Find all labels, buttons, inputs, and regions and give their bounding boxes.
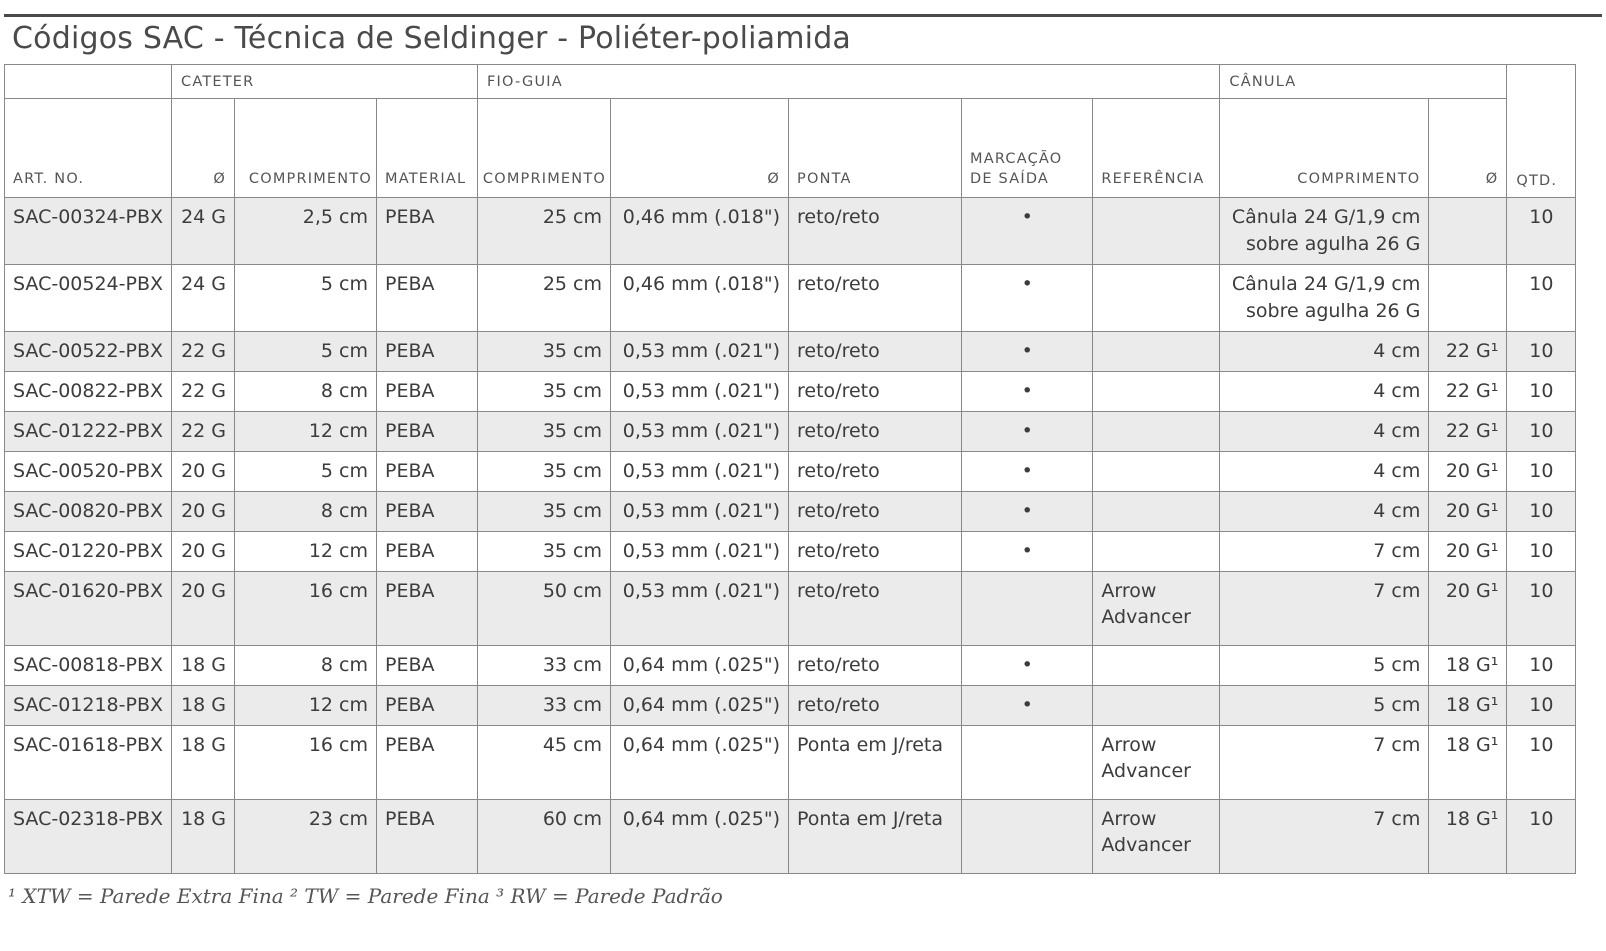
cell-exit-marking: • [962,686,1093,726]
cell-guidewire-tip: Ponta em J/reta [789,800,962,874]
cell-exit-marking: • [962,198,1093,265]
cell-guidewire-tip: reto/reto [789,532,962,572]
cell-guidewire-diameter: 0,64 mm (.025") [611,800,789,874]
cell-exit-marking: • [962,265,1093,332]
cell-cateter-diameter: 20 G [172,572,235,646]
cell-reference [1093,452,1220,492]
cell-guidewire-tip: Ponta em J/reta [789,726,962,800]
cell-cateter-diameter: 18 G [172,726,235,800]
cell-art-no: SAC-00820-PBX [5,492,172,532]
cell-exit-marking: • [962,492,1093,532]
cell-cannula-diameter: 22 G¹ [1429,332,1507,372]
cell-cannula-length: 7 cm [1220,572,1429,646]
cell-guidewire-length: 33 cm [478,686,611,726]
cell-cateter-length: 23 cm [235,800,377,874]
cell-exit-marking: • [962,532,1093,572]
cell-reference [1093,492,1220,532]
group-header-cateter: CATETER [172,65,478,99]
cell-cannula-diameter: 20 G¹ [1429,452,1507,492]
col-header-cateter-length: COMPRIMENTO [235,99,377,198]
column-header-row [5,99,1576,198]
cell-art-no: SAC-00324-PBX [5,198,172,265]
cell-art-no: SAC-02318-PBX [5,800,172,874]
cell-cannula-diameter: 18 G¹ [1429,726,1507,800]
col-header-guidewire-length: COMPRIMENTO [478,99,611,198]
cell-cateter-diameter: 18 G [172,800,235,874]
cell-reference: Arrow Advancer [1093,726,1220,800]
cell-quantity: 10 [1507,412,1576,452]
cell-cateter-diameter: 24 G [172,265,235,332]
cell-guidewire-tip: reto/reto [789,452,962,492]
cell-cannula-diameter: 20 G¹ [1429,492,1507,532]
table-body [5,198,1576,874]
table-row [5,412,1576,452]
cell-cateter-diameter: 22 G [172,372,235,412]
cell-exit-marking: • [962,372,1093,412]
cell-art-no: SAC-00524-PBX [5,265,172,332]
cell-reference [1093,265,1220,332]
cell-cateter-length: 16 cm [235,726,377,800]
cell-reference [1093,332,1220,372]
cell-cannula-length: 4 cm [1220,492,1429,532]
product-codes-table [4,64,1576,874]
cell-reference [1093,686,1220,726]
cell-cannula-diameter [1429,265,1507,332]
cell-exit-marking: • [962,452,1093,492]
cell-guidewire-tip: reto/reto [789,198,962,265]
cell-cannula-length: 4 cm [1220,332,1429,372]
cell-exit-marking [962,800,1093,874]
col-header-cateter-material: MATERIAL [377,99,478,198]
cell-cannula-length: Cânula 24 G/1,9 cm sobre agulha 26 G [1220,265,1429,332]
cell-cateter-material: PEBA [377,572,478,646]
table-row [5,492,1576,532]
top-rule [4,14,1602,17]
cell-art-no: SAC-01620-PBX [5,572,172,646]
cell-cannula-diameter: 18 G¹ [1429,686,1507,726]
cell-quantity: 10 [1507,800,1576,874]
table-row [5,726,1576,800]
cell-cannula-diameter: 18 G¹ [1429,800,1507,874]
table-row [5,572,1576,646]
cell-art-no: SAC-00520-PBX [5,452,172,492]
cell-guidewire-diameter: 0,64 mm (.025") [611,726,789,800]
cell-art-no: SAC-01218-PBX [5,686,172,726]
cell-guidewire-diameter: 0,53 mm (.021") [611,572,789,646]
col-header-guidewire-tip: PONTA [789,99,962,198]
cell-cannula-length: 7 cm [1220,532,1429,572]
cell-guidewire-tip: reto/reto [789,372,962,412]
cell-quantity: 10 [1507,372,1576,412]
cell-cannula-length: 7 cm [1220,726,1429,800]
cell-quantity: 10 [1507,492,1576,532]
cell-guidewire-diameter: 0,53 mm (.021") [611,452,789,492]
cell-cannula-length: 7 cm [1220,800,1429,874]
cell-guidewire-diameter: 0,53 mm (.021") [611,412,789,452]
cell-guidewire-tip: reto/reto [789,332,962,372]
cell-cateter-length: 8 cm [235,492,377,532]
table-row [5,265,1576,332]
cell-exit-marking: • [962,332,1093,372]
cell-reference [1093,372,1220,412]
cell-guidewire-diameter: 0,53 mm (.021") [611,332,789,372]
cell-quantity: 10 [1507,726,1576,800]
cell-guidewire-diameter: 0,46 mm (.018") [611,198,789,265]
cell-cannula-length: 4 cm [1220,452,1429,492]
cell-cannula-diameter [1429,198,1507,265]
cell-cannula-length: 4 cm [1220,372,1429,412]
cell-quantity: 10 [1507,532,1576,572]
col-header-art-no: ART. NO. [5,99,172,198]
cell-exit-marking: • [962,646,1093,686]
cell-art-no: SAC-00822-PBX [5,372,172,412]
col-header-cannula-length: COMPRIMENTO [1220,99,1429,198]
cell-reference [1093,532,1220,572]
page-title: Códigos SAC - Técnica de Seldinger - Poliéter-poliamida [12,21,852,56]
cell-cannula-length: Cânula 24 G/1,9 cm sobre agulha 26 G [1220,198,1429,265]
cell-cannula-diameter: 20 G¹ [1429,572,1507,646]
cell-cateter-material: PEBA [377,532,478,572]
table-row [5,452,1576,492]
col-header-exit-marking: MARCAÇÃO DE SAÍDA [962,99,1093,198]
cell-cateter-diameter: 18 G [172,686,235,726]
cell-art-no: SAC-01220-PBX [5,532,172,572]
footnote: ¹ XTW = Parede Extra Fina ² TW = Parede Fina ³ RW = Parede Padrão [8,884,723,908]
cell-cateter-length: 5 cm [235,265,377,332]
cell-guidewire-length: 60 cm [478,800,611,874]
cell-guidewire-diameter: 0,53 mm (.021") [611,492,789,532]
cell-quantity: 10 [1507,686,1576,726]
col-header-cannula-diameter: Ø [1429,99,1507,198]
cell-cateter-material: PEBA [377,686,478,726]
cell-cateter-length: 12 cm [235,532,377,572]
table-row [5,686,1576,726]
cell-cannula-diameter: 18 G¹ [1429,646,1507,686]
col-header-qtd: QTD. [1507,65,1576,198]
table-row [5,372,1576,412]
cell-quantity: 10 [1507,332,1576,372]
cell-guidewire-diameter: 0,64 mm (.025") [611,646,789,686]
cell-guidewire-diameter: 0,46 mm (.018") [611,265,789,332]
cell-guidewire-tip: reto/reto [789,646,962,686]
col-header-reference: REFERÊNCIA [1093,99,1220,198]
cell-guidewire-length: 35 cm [478,412,611,452]
cell-guidewire-length: 33 cm [478,646,611,686]
cell-guidewire-length: 50 cm [478,572,611,646]
cell-cateter-length: 5 cm [235,452,377,492]
cell-quantity: 10 [1507,198,1576,265]
cell-art-no: SAC-01222-PBX [5,412,172,452]
cell-exit-marking: • [962,412,1093,452]
cell-guidewire-length: 35 cm [478,332,611,372]
cell-quantity: 10 [1507,265,1576,332]
group-header-fio-guia: FIO-GUIA [478,65,1220,99]
cell-guidewire-length: 35 cm [478,532,611,572]
table-row [5,800,1576,874]
cell-cateter-length: 12 cm [235,686,377,726]
cell-reference: Arrow Advancer [1093,800,1220,874]
cell-quantity: 10 [1507,572,1576,646]
cell-cateter-diameter: 22 G [172,332,235,372]
cell-cateter-diameter: 18 G [172,646,235,686]
cell-cateter-material: PEBA [377,198,478,265]
col-header-guidewire-diameter: Ø [611,99,789,198]
table-row [5,532,1576,572]
cell-cannula-length: 4 cm [1220,412,1429,452]
cell-cannula-diameter: 22 G¹ [1429,372,1507,412]
cell-guidewire-tip: reto/reto [789,686,962,726]
cell-guidewire-length: 35 cm [478,492,611,532]
cell-cateter-diameter: 24 G [172,198,235,265]
cell-cateter-material: PEBA [377,412,478,452]
cell-cateter-material: PEBA [377,452,478,492]
cell-reference [1093,198,1220,265]
cell-cannula-diameter: 20 G¹ [1429,532,1507,572]
cell-cannula-length: 5 cm [1220,686,1429,726]
cell-guidewire-diameter: 0,53 mm (.021") [611,532,789,572]
cell-cateter-diameter: 20 G [172,532,235,572]
cell-cateter-length: 12 cm [235,412,377,452]
cell-exit-marking [962,726,1093,800]
cell-exit-marking [962,572,1093,646]
cell-art-no: SAC-00818-PBX [5,646,172,686]
cell-quantity: 10 [1507,646,1576,686]
cell-cateter-material: PEBA [377,372,478,412]
col-header-cateter-diameter: Ø [172,99,235,198]
cell-cateter-length: 8 cm [235,372,377,412]
group-header-blank [5,65,172,99]
cell-guidewire-tip: reto/reto [789,492,962,532]
cell-guidewire-length: 35 cm [478,372,611,412]
cell-reference [1093,412,1220,452]
cell-guidewire-diameter: 0,64 mm (.025") [611,686,789,726]
cell-guidewire-length: 25 cm [478,265,611,332]
cell-cateter-length: 5 cm [235,332,377,372]
cell-guidewire-tip: reto/reto [789,265,962,332]
cell-cateter-material: PEBA [377,492,478,532]
cell-cateter-material: PEBA [377,332,478,372]
cell-reference [1093,646,1220,686]
cell-art-no: SAC-01618-PBX [5,726,172,800]
cell-guidewire-tip: reto/reto [789,572,962,646]
cell-cateter-material: PEBA [377,800,478,874]
cell-cannula-length: 5 cm [1220,646,1429,686]
cell-reference: Arrow Advancer [1093,572,1220,646]
cell-art-no: SAC-00522-PBX [5,332,172,372]
cell-cannula-diameter: 22 G¹ [1429,412,1507,452]
table-row [5,332,1576,372]
cell-cateter-material: PEBA [377,726,478,800]
cell-guidewire-length: 35 cm [478,452,611,492]
group-header-canula: CÂNULA [1220,65,1507,99]
cell-guidewire-tip: reto/reto [789,412,962,452]
table-row [5,198,1576,265]
group-header-row [5,65,1576,99]
cell-cateter-diameter: 20 G [172,452,235,492]
cell-guidewire-length: 25 cm [478,198,611,265]
cell-guidewire-diameter: 0,53 mm (.021") [611,372,789,412]
cell-cateter-diameter: 20 G [172,492,235,532]
table-row [5,646,1576,686]
cell-cateter-material: PEBA [377,646,478,686]
cell-guidewire-length: 45 cm [478,726,611,800]
cell-cateter-length: 8 cm [235,646,377,686]
cell-cateter-length: 2,5 cm [235,198,377,265]
cell-cateter-material: PEBA [377,265,478,332]
cell-quantity: 10 [1507,452,1576,492]
cell-cateter-diameter: 22 G [172,412,235,452]
cell-cateter-length: 16 cm [235,572,377,646]
